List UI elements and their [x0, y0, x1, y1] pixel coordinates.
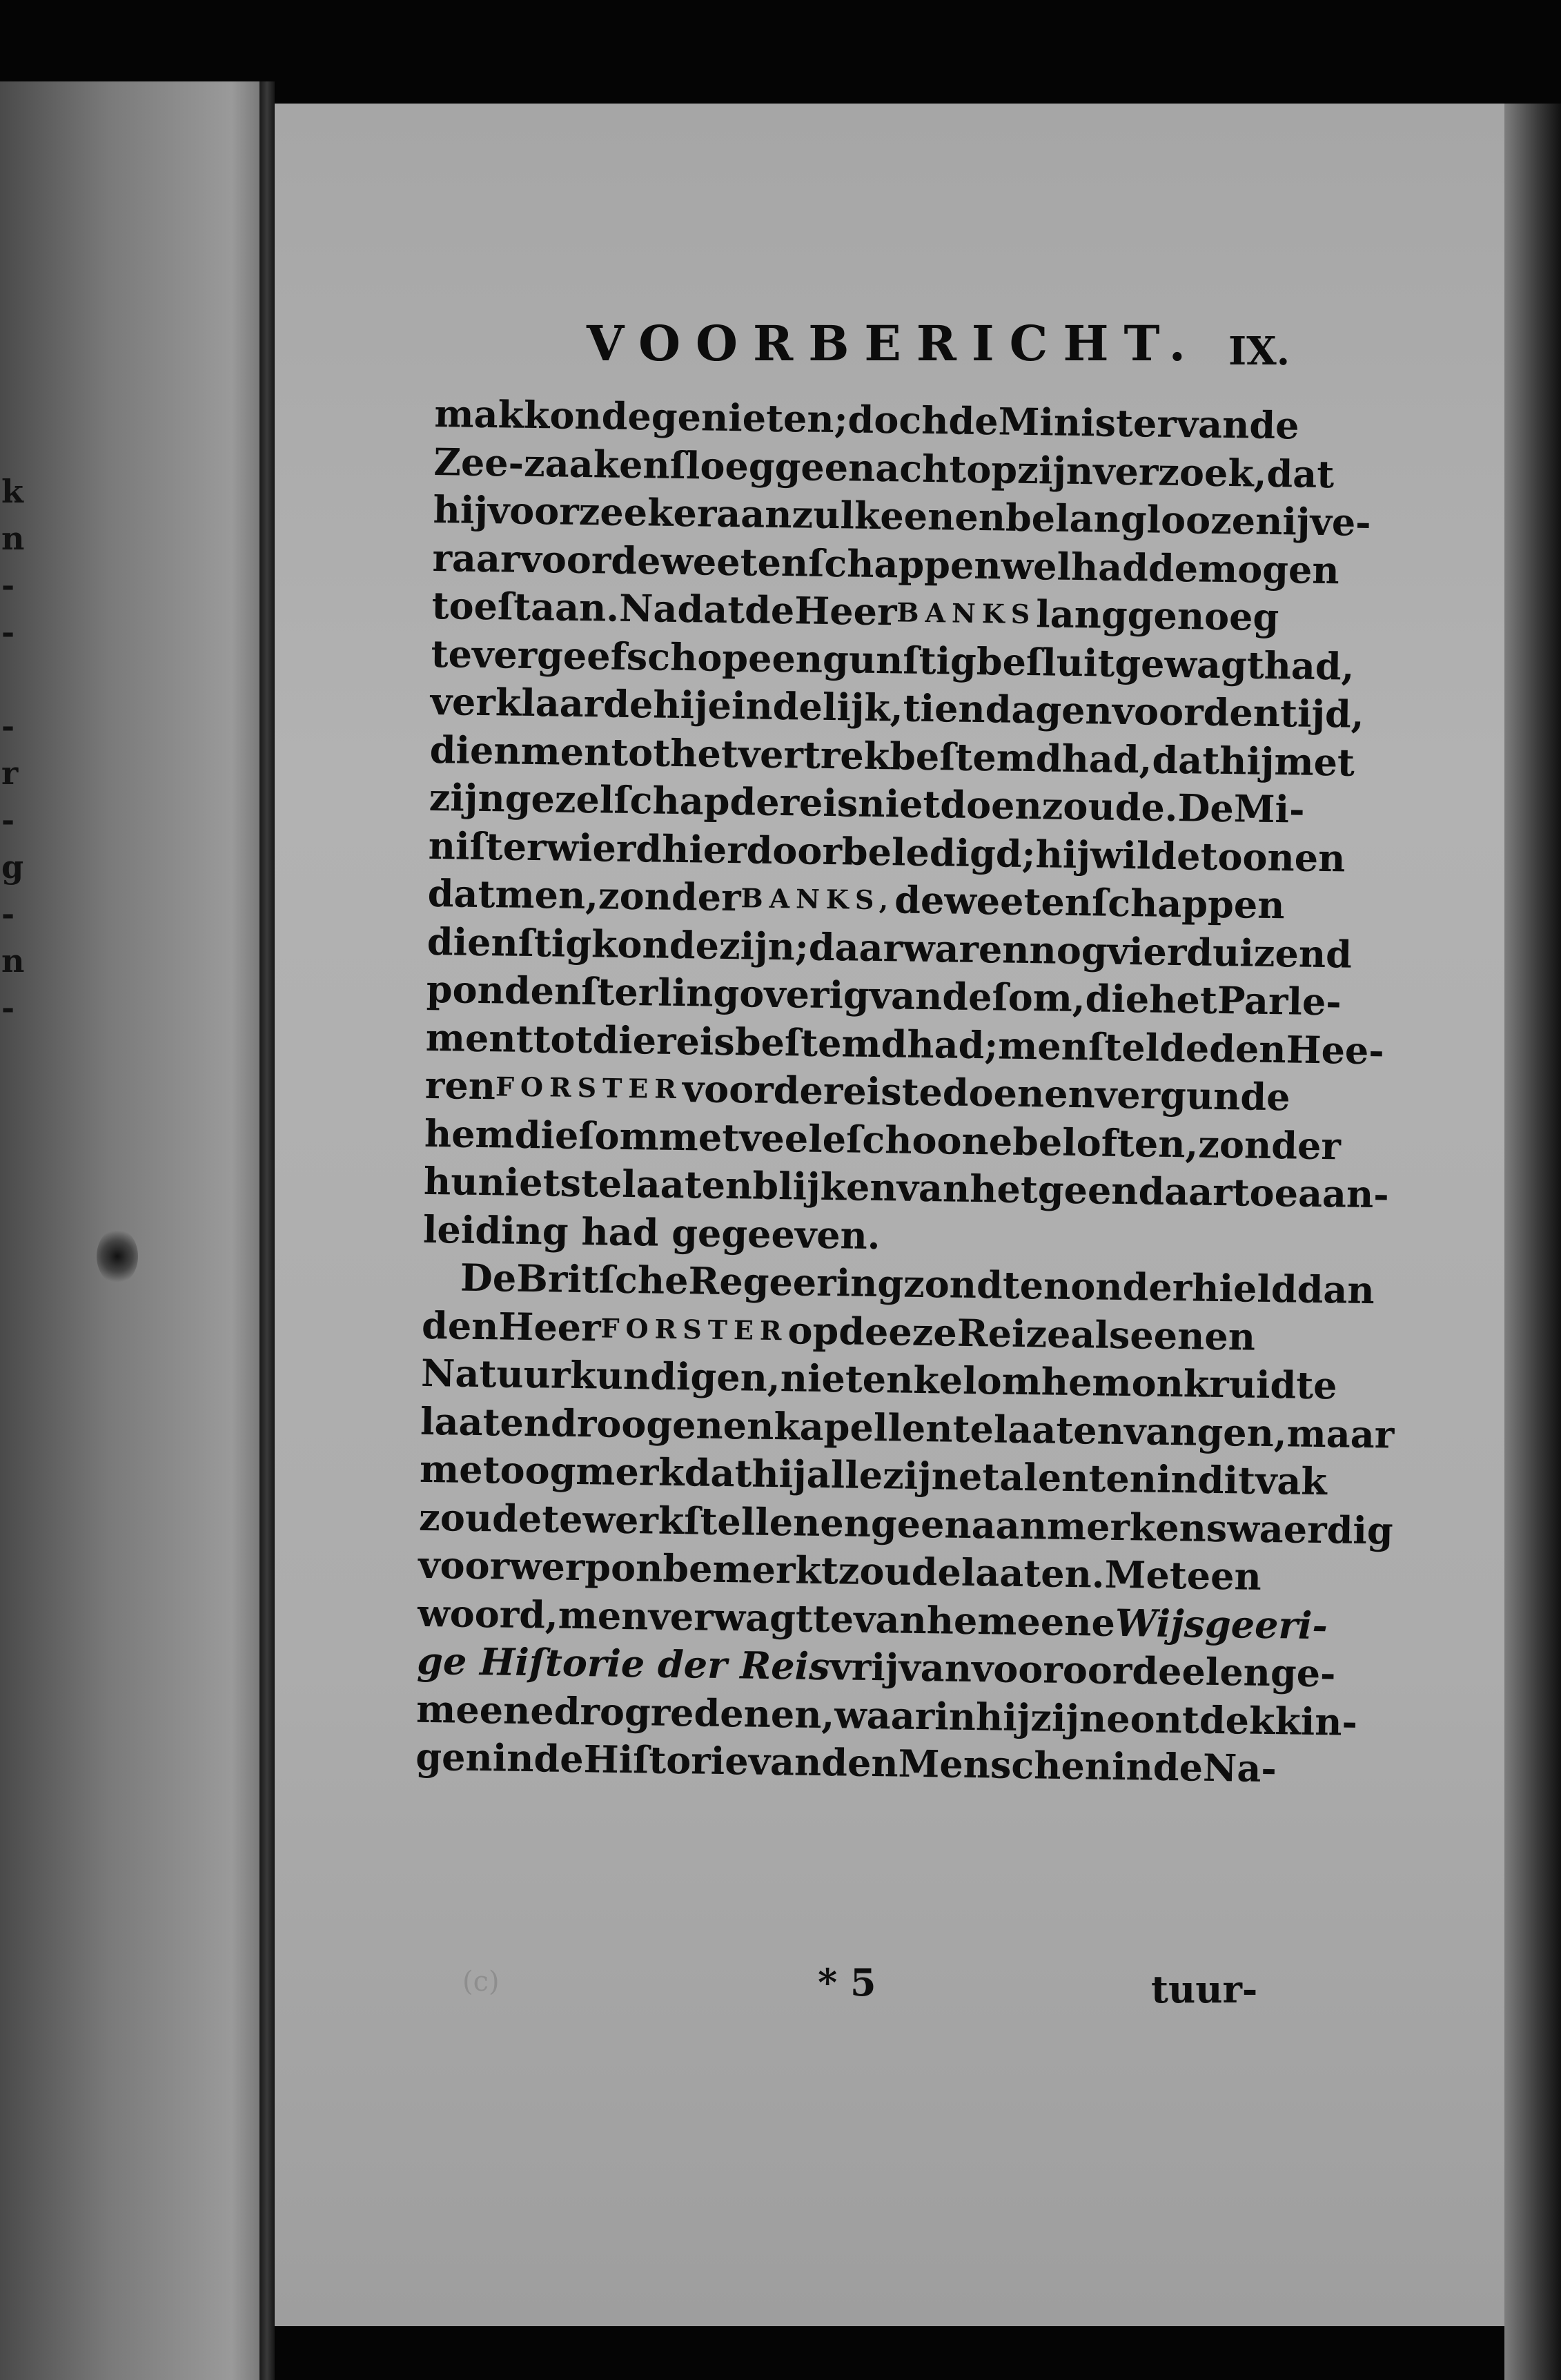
- word: te: [580, 1161, 622, 1206]
- word: waarin: [834, 1692, 976, 1739]
- word: overig: [738, 971, 870, 1017]
- word: en: [819, 1500, 872, 1545]
- word: Na-: [1202, 1745, 1277, 1791]
- word: hij: [975, 1694, 1031, 1739]
- word: konde: [523, 392, 652, 439]
- word: men: [520, 728, 611, 774]
- word: drogredenen,: [553, 1688, 835, 1737]
- word: ge-: [1270, 1650, 1336, 1696]
- word: men: [997, 1022, 1089, 1069]
- book-gutter: [259, 81, 275, 2380]
- word: op: [696, 634, 749, 680]
- word: Britſche: [516, 1256, 689, 1303]
- word: de: [1152, 1744, 1204, 1790]
- word: eindelijk,: [707, 683, 904, 730]
- name-smallcaps: BANKS: [896, 596, 1037, 630]
- word: zonder: [1197, 1122, 1342, 1168]
- edge-char: -: [1, 989, 15, 1026]
- word: de: [948, 398, 999, 444]
- catchword: tuur-: [1151, 1967, 1258, 2011]
- word: beledigd;: [841, 828, 1037, 876]
- word: men,: [495, 872, 599, 918]
- word: van: [1176, 402, 1250, 447]
- word: dat: [427, 870, 495, 917]
- word: laaten: [993, 1406, 1125, 1453]
- word: dan: [1297, 1267, 1375, 1313]
- word: de: [744, 587, 795, 633]
- word: die: [1085, 976, 1150, 1022]
- word: en: [1043, 1071, 1096, 1117]
- word: Hiſtorie: [583, 1737, 749, 1784]
- italic-title: Wijsgeeri-: [1115, 1600, 1328, 1648]
- word: niet: [857, 781, 941, 827]
- word: talenten: [981, 1454, 1157, 1501]
- edge-char: n: [1, 942, 25, 979]
- word: werk: [582, 1496, 685, 1543]
- word: Met: [1104, 1552, 1188, 1598]
- word: blijken: [752, 1163, 898, 1210]
- word: ponden: [426, 966, 582, 1014]
- word: op: [787, 1307, 839, 1353]
- word: vooroordeel: [971, 1646, 1220, 1695]
- signature-mark: * 5: [818, 1960, 876, 2005]
- word: en: [723, 1403, 774, 1448]
- word: vertrek: [738, 731, 890, 778]
- word: Mensch: [898, 1741, 1061, 1788]
- edge-char: -: [1, 708, 15, 745]
- page-edge-shadow: [1504, 104, 1561, 2380]
- word: de: [610, 538, 661, 583]
- word: had;: [906, 1022, 999, 1067]
- word: een: [747, 635, 823, 681]
- word: en: [1019, 1262, 1071, 1308]
- name-smallcaps: BANKS,: [740, 882, 895, 916]
- word: Parle-: [1217, 977, 1342, 1024]
- word: lang: [1035, 592, 1128, 638]
- word: van: [898, 1645, 972, 1691]
- word: dat: [1266, 451, 1335, 496]
- word: aan: [716, 491, 793, 537]
- word: zijn;: [718, 923, 809, 969]
- word: doch: [847, 397, 949, 443]
- word: leiding had gegeeven.: [422, 1207, 881, 1258]
- word: zondt: [903, 1261, 1021, 1307]
- word: laaten.: [961, 1550, 1106, 1597]
- word: de: [894, 877, 945, 923]
- word: Hee-: [1286, 1026, 1385, 1073]
- edge-char: -: [1, 614, 15, 651]
- word: met: [419, 1446, 501, 1492]
- word: ſtelde: [1088, 1024, 1210, 1071]
- word: en: [1061, 1743, 1112, 1788]
- name-smallcaps: FORSTER: [495, 1071, 683, 1105]
- word: deeze: [838, 1308, 958, 1355]
- word: waren: [902, 926, 1030, 972]
- word: doen: [942, 1070, 1045, 1116]
- word: kapellen: [773, 1403, 954, 1451]
- word: van: [748, 1739, 822, 1785]
- word: laaten: [420, 1398, 551, 1445]
- word: aanmerkenswaerdig: [971, 1502, 1394, 1553]
- word: en: [1219, 1650, 1271, 1695]
- word: zulk: [792, 492, 881, 538]
- word: vier: [1107, 928, 1187, 974]
- word: belangloozen: [1005, 495, 1283, 544]
- word: vergunde: [1094, 1072, 1290, 1120]
- word: ſtellen: [683, 1498, 821, 1545]
- word: te: [1295, 1363, 1337, 1408]
- word: zijn: [1017, 447, 1094, 493]
- word: de: [1248, 402, 1299, 448]
- word: in: [492, 1735, 534, 1781]
- word: hij: [433, 487, 489, 533]
- word: dien: [429, 727, 522, 773]
- word: te: [952, 1406, 994, 1451]
- italic-title: ge Hiſtorie der Reis: [416, 1638, 830, 1689]
- facing-page-characters: [1, 468, 29, 1078]
- word: eenen: [879, 494, 1006, 540]
- word: den: [821, 1740, 899, 1786]
- word: de: [773, 1067, 824, 1113]
- word: had,: [1061, 736, 1152, 782]
- word: dat: [684, 1450, 752, 1496]
- word: wilde: [1090, 832, 1201, 879]
- word: hem: [926, 1597, 1018, 1643]
- word: zoude: [838, 1548, 962, 1594]
- word: ſloeg: [669, 442, 776, 489]
- word: wierd: [546, 824, 662, 871]
- word: voorzeeker: [487, 488, 717, 536]
- word: te: [431, 631, 473, 676]
- word: geen: [774, 444, 876, 490]
- word: voor: [682, 1066, 774, 1112]
- word: zoude.: [1041, 783, 1179, 830]
- word: het: [1148, 977, 1218, 1022]
- word: ſom,: [992, 975, 1086, 1021]
- word: vrij: [829, 1644, 899, 1690]
- word: in: [1111, 1744, 1154, 1789]
- word: wel: [1001, 543, 1072, 589]
- word: gen: [415, 1734, 493, 1780]
- edge-char: [1, 656, 29, 703]
- word: zoude: [418, 1494, 542, 1541]
- word: aan-: [1297, 1171, 1390, 1217]
- word: op: [965, 447, 1018, 492]
- word: zijn: [429, 774, 506, 821]
- word: voor: [1112, 688, 1204, 734]
- word: verwagtte: [648, 1593, 854, 1641]
- word: Reize: [956, 1310, 1072, 1356]
- word: De: [1177, 786, 1235, 831]
- word: vangen,: [1123, 1408, 1288, 1455]
- word: de: [533, 1736, 585, 1782]
- page-footer: [435, 1960, 1259, 2016]
- word: tijd,: [1279, 691, 1365, 737]
- word: had,: [1264, 643, 1355, 689]
- word: reis: [823, 1068, 903, 1114]
- word: daartoe: [1138, 1169, 1299, 1216]
- word: zijne: [1030, 1695, 1131, 1741]
- word: nog: [1029, 927, 1108, 973]
- edge-char: g: [1, 848, 24, 886]
- word: genoeg: [1127, 593, 1279, 640]
- word: te: [541, 1496, 584, 1541]
- word: dienſtig: [426, 919, 592, 966]
- word: hij: [1035, 831, 1091, 877]
- word: Regeering: [688, 1258, 904, 1306]
- word: van: [869, 973, 943, 1019]
- word: gezelſchap: [504, 776, 730, 824]
- word: onkruid: [1131, 1360, 1297, 1407]
- word: Natuurkundigen,: [420, 1350, 781, 1401]
- word: reis: [779, 780, 858, 826]
- word: hetgeen: [969, 1166, 1139, 1213]
- word: hun: [423, 1158, 506, 1204]
- edge-char: -: [1, 801, 15, 839]
- word: voorwerp: [418, 1542, 611, 1590]
- word: voor: [520, 536, 611, 583]
- word: beſtemd: [734, 1019, 907, 1066]
- word: gewagt: [1114, 641, 1265, 687]
- running-title: VOORBERICHT.: [587, 315, 1201, 372]
- word: acht: [874, 445, 967, 491]
- word: Minister: [998, 399, 1177, 447]
- word: eene: [1017, 1599, 1116, 1645]
- faint-mark: (c): [462, 1966, 500, 1998]
- word: woord,: [417, 1590, 559, 1637]
- word: dat: [677, 586, 745, 632]
- page-number: IX.: [1228, 329, 1290, 374]
- word: die: [514, 1112, 579, 1158]
- word: vak: [1255, 1458, 1328, 1504]
- word: Na: [618, 585, 678, 631]
- facing-page-edge: [0, 81, 273, 2380]
- word: De: [460, 1255, 517, 1300]
- word: verzoek,: [1092, 448, 1268, 496]
- word: weetenſchappen: [660, 538, 1002, 587]
- word: van: [853, 1597, 927, 1642]
- word: beſluit: [976, 638, 1115, 685]
- word: den: [421, 1303, 499, 1348]
- word: oogmerk: [500, 1447, 685, 1495]
- edge-char: r: [1, 754, 19, 792]
- word: hij: [751, 1451, 807, 1496]
- word: zijne: [882, 1453, 983, 1499]
- word: iets: [504, 1160, 582, 1206]
- word: geen: [870, 1501, 972, 1547]
- word: niſter: [428, 823, 547, 869]
- word: beſtemd: [889, 733, 1063, 781]
- word: beloften,: [1012, 1119, 1199, 1167]
- word: dat: [1152, 737, 1220, 783]
- word: meene: [415, 1686, 555, 1733]
- word: tot: [533, 1016, 593, 1062]
- word: eenen: [1130, 1312, 1256, 1359]
- word: den: [1208, 1026, 1287, 1071]
- word: een: [1186, 1553, 1262, 1599]
- edge-char: k: [1, 473, 23, 510]
- word: ſchoone: [845, 1116, 1013, 1164]
- body-text: [415, 390, 1395, 1793]
- word: hadde: [1070, 544, 1199, 590]
- word: men: [558, 1592, 649, 1638]
- word: genieten;: [651, 394, 849, 442]
- word: enkel: [862, 1356, 978, 1403]
- word: gunſtig: [822, 636, 977, 683]
- word: toonen: [1200, 834, 1346, 880]
- word: veele: [738, 1115, 847, 1161]
- word: onderhield: [1070, 1263, 1298, 1311]
- word: alle: [806, 1452, 883, 1498]
- word: onbemerkt: [610, 1545, 839, 1593]
- word: ijve-: [1282, 499, 1372, 545]
- edge-char: -: [1, 567, 15, 604]
- word: te: [901, 1069, 943, 1115]
- edge-char: n: [1, 520, 25, 557]
- word: mak: [434, 391, 524, 437]
- word: hij: [652, 682, 709, 728]
- word: in: [1156, 1456, 1199, 1502]
- word: Zee-zaaken: [433, 439, 671, 487]
- word: van: [896, 1165, 970, 1211]
- word: daar: [808, 924, 903, 970]
- word: maar: [1286, 1410, 1395, 1457]
- word: tien: [903, 685, 986, 732]
- word: raar: [432, 535, 520, 581]
- word: ſterling: [580, 969, 740, 1016]
- word: als: [1070, 1311, 1130, 1357]
- word: toeſtaan.: [431, 583, 620, 630]
- word: ren: [424, 1062, 496, 1109]
- word: de: [941, 974, 992, 1020]
- word: reis: [656, 1018, 736, 1064]
- word: zonder: [598, 873, 742, 920]
- word: met: [1274, 739, 1355, 785]
- word: door: [746, 827, 843, 873]
- word: den: [1203, 690, 1281, 736]
- word: Heer: [794, 588, 897, 634]
- word: dagen: [985, 687, 1113, 733]
- word: weetenſchappen: [943, 878, 1286, 928]
- word: verklaarde: [430, 679, 654, 727]
- word: hem: [1041, 1359, 1132, 1405]
- word: hij: [1219, 738, 1275, 783]
- word: mogen: [1197, 545, 1340, 592]
- word: ſom: [578, 1113, 660, 1159]
- word: hier: [661, 826, 747, 872]
- word: vergeefsch: [471, 632, 698, 679]
- word: Mi-: [1233, 786, 1305, 832]
- word: hem: [424, 1111, 516, 1157]
- word: om: [976, 1358, 1042, 1404]
- word: die: [592, 1017, 657, 1063]
- word: laaten: [621, 1161, 753, 1208]
- word: doen: [939, 782, 1043, 828]
- word: het: [669, 730, 739, 776]
- ink-smudge: [97, 1229, 138, 1284]
- edge-char: [1, 1031, 29, 1078]
- word: droogen: [550, 1400, 724, 1447]
- word: tot: [610, 730, 671, 775]
- word: ontdekkin-: [1130, 1696, 1358, 1744]
- word: duizend: [1186, 929, 1353, 977]
- name-smallcaps: FORSTER: [600, 1311, 788, 1346]
- word: Heer: [498, 1303, 602, 1349]
- word: ment: [425, 1015, 534, 1061]
- word: dit: [1197, 1457, 1256, 1503]
- word: met: [658, 1114, 740, 1160]
- edge-char: -: [1, 895, 15, 933]
- word: konde: [591, 921, 720, 968]
- word: niet: [780, 1356, 863, 1401]
- word: de: [729, 779, 780, 825]
